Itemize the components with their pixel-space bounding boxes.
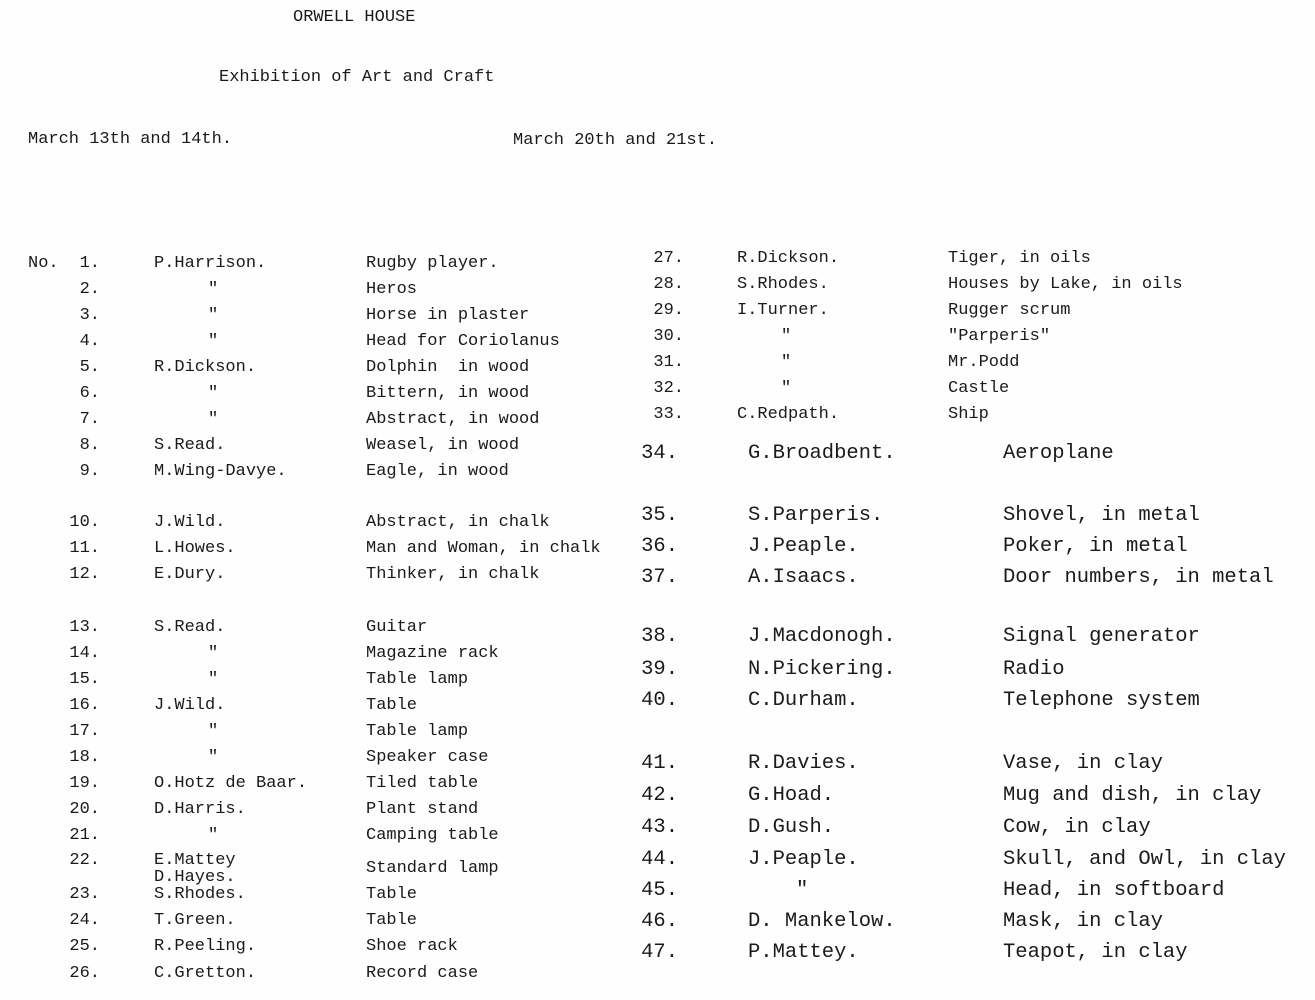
entry-title: Dolphin in wood (366, 358, 530, 377)
entry-exhibitor: O.Hotz de Baar. (154, 774, 308, 793)
entry-title: Head, in softboard (1003, 879, 1225, 902)
entry-exhibitor: S.Rhodes. (154, 885, 246, 904)
entry-title: Head for Coriolanus (366, 332, 560, 351)
entry-exhibitor: E.Dury. (154, 565, 226, 584)
entry-exhibitor: D.Harris. (154, 800, 246, 819)
entry-title: Mug and dish, in clay (1003, 784, 1262, 807)
entry-title: Tiger, in oils (948, 249, 1091, 268)
entry-number: 15. (69, 670, 100, 689)
entry-number: 6. (79, 384, 100, 403)
entry-number: 20. (69, 800, 100, 819)
entry-title: Bittern, in wood (366, 384, 530, 403)
entry-exhibitor: A.Isaacs. (748, 566, 859, 589)
entry-title: Abstract, in wood (366, 410, 540, 429)
entry-number: 37. (641, 566, 678, 589)
entry-number: 16. (69, 696, 100, 715)
entry-exhibitor: P.Harrison. (154, 254, 267, 273)
entry-exhibitor: " (208, 670, 219, 689)
entry-number: 42. (641, 784, 678, 807)
entry-exhibitor: J.Wild. (154, 696, 226, 715)
entry-title: Weasel, in wood (366, 436, 520, 455)
entry-title: Mr.Podd (948, 353, 1020, 372)
entry-title: Rugger scrum (948, 301, 1071, 320)
entry-exhibitor: " (796, 879, 809, 902)
entry-exhibitor: " (781, 327, 792, 346)
entry-title: Abstract, in chalk (366, 513, 550, 532)
entry-exhibitor: T.Green. (154, 911, 236, 930)
entry-exhibitor: S.Read. (154, 618, 226, 637)
entry-number: 34. (641, 442, 678, 465)
entry-number: 39. (641, 658, 678, 681)
entry-title: Plant stand (366, 800, 479, 819)
entry-exhibitor: " (208, 306, 219, 325)
entry-exhibitor-second: D.Hayes. (154, 868, 236, 887)
entry-exhibitor: R.Dickson. (154, 358, 257, 377)
entry-exhibitor: S.Read. (154, 436, 226, 455)
entry-number: 47. (641, 941, 678, 964)
entry-exhibitor: N.Pickering. (748, 658, 896, 681)
entry-exhibitor: D.Gush. (748, 816, 835, 839)
entry-exhibitor: J.Wild. (154, 513, 226, 532)
entry-number: 46. (641, 910, 678, 933)
entry-title: Table (366, 911, 418, 930)
entry-exhibitor: S.Parperis. (748, 504, 884, 527)
entry-exhibitor: D. Mankelow. (748, 910, 896, 933)
entry-title: Tiled table (366, 774, 479, 793)
entry-number: 44. (641, 848, 678, 871)
entry-title: Vase, in clay (1003, 752, 1163, 775)
dates-right: March 20th and 21st. (513, 131, 718, 150)
entry-number: 23. (69, 885, 100, 904)
entry-title: Teapot, in clay (1003, 941, 1188, 964)
document-title: Exhibition of Art and Craft (219, 68, 495, 87)
entry-exhibitor: G.Broadbent. (748, 442, 896, 465)
entry-exhibitor: G.Hoad. (748, 784, 835, 807)
entry-title: Radio (1003, 658, 1065, 681)
entry-title: Speaker case (366, 748, 489, 767)
entry-exhibitor: " (208, 410, 219, 429)
entry-exhibitor: J.Peaple. (748, 535, 859, 558)
entry-number: 12. (69, 565, 100, 584)
entry-number: 33. (653, 405, 684, 424)
entry-number: 40. (641, 689, 678, 712)
entry-number: 4. (79, 332, 100, 351)
entry-exhibitor: S.Rhodes. (737, 275, 829, 294)
entry-number: 8. (79, 436, 100, 455)
entry-number: 26. (69, 964, 100, 983)
entry-exhibitor: M.Wing-Davye. (154, 462, 287, 481)
entry-exhibitor: " (208, 722, 219, 741)
entry-title: Skull, and Owl, in clay (1003, 848, 1286, 871)
entry-title: Aeroplane (1003, 442, 1114, 465)
entry-title: Record case (366, 964, 479, 983)
entry-number: 17. (69, 722, 100, 741)
entry-number: 3. (79, 306, 100, 325)
entry-exhibitor: R.Dickson. (737, 249, 840, 268)
entry-exhibitor: " (208, 748, 219, 767)
entry-number: 25. (69, 937, 100, 956)
entry-title: "Parperis" (948, 327, 1051, 346)
entry-title: Ship (948, 405, 989, 424)
entry-title: Camping table (366, 826, 499, 845)
entry-exhibitor: E.Mattey (154, 851, 236, 870)
entry-number: 30. (653, 327, 684, 346)
entry-title: Table lamp (366, 670, 469, 689)
entry-title: Table (366, 696, 418, 715)
entry-number: 41. (641, 752, 678, 775)
number-label: No. (28, 254, 59, 273)
entry-title: Man and Woman, in chalk (366, 539, 601, 558)
entry-title: Castle (948, 379, 1010, 398)
entry-exhibitor: " (208, 384, 219, 403)
entry-title: Thinker, in chalk (366, 565, 540, 584)
entry-title: Rugby player. (366, 254, 499, 273)
entry-title: Horse in plaster (366, 306, 530, 325)
entry-exhibitor: R.Davies. (748, 752, 859, 775)
entry-number: 38. (641, 625, 678, 648)
entry-exhibitor: " (208, 826, 219, 845)
entry-exhibitor: P.Mattey. (748, 941, 859, 964)
entry-exhibitor: " (208, 644, 219, 663)
entry-exhibitor: " (781, 353, 792, 372)
entry-number: 22. (69, 851, 100, 870)
entry-title: Shovel, in metal (1003, 504, 1200, 527)
entry-title: Signal generator (1003, 625, 1200, 648)
entry-number: 10. (69, 513, 100, 532)
entry-title: Poker, in metal (1003, 535, 1188, 558)
entry-number: 18. (69, 748, 100, 767)
entry-exhibitor: " (208, 332, 219, 351)
entry-title: Houses by Lake, in oils (948, 275, 1183, 294)
entry-number: 29. (653, 301, 684, 320)
entry-number: 11. (69, 539, 100, 558)
entry-title: Telephone system (1003, 689, 1200, 712)
entry-title: Shoe rack (366, 937, 458, 956)
entry-number: 31. (653, 353, 684, 372)
entry-title: Table (366, 885, 418, 904)
entry-title: Table lamp (366, 722, 469, 741)
entry-title: Guitar (366, 618, 428, 637)
entry-exhibitor: L.Howes. (154, 539, 236, 558)
entry-number: 24. (69, 911, 100, 930)
entry-number: 7. (79, 410, 100, 429)
entry-title: Cow, in clay (1003, 816, 1151, 839)
entry-number: 2. (79, 280, 100, 299)
entry-title: Standard lamp (366, 859, 499, 878)
entry-number: 9. (79, 462, 100, 481)
dates-left: March 13th and 14th. (28, 130, 233, 149)
entry-number: 28. (653, 275, 684, 294)
entry-number: 35. (641, 504, 678, 527)
entry-exhibitor: R.Peeling. (154, 937, 257, 956)
entry-title: Heros (366, 280, 418, 299)
entry-number: 27. (653, 249, 684, 268)
entry-exhibitor: " (208, 280, 219, 299)
entry-number: 5. (79, 358, 100, 377)
entry-number: 45. (641, 879, 678, 902)
entry-number: 14. (69, 644, 100, 663)
entry-exhibitor: C.Gretton. (154, 964, 257, 983)
entry-number: 36. (641, 535, 678, 558)
entry-number: 1. (79, 254, 100, 273)
entry-exhibitor: J.Peaple. (748, 848, 859, 871)
entry-number: 32. (653, 379, 684, 398)
entry-exhibitor: " (781, 379, 792, 398)
entry-number: 43. (641, 816, 678, 839)
entry-exhibitor: C.Redpath. (737, 405, 840, 424)
entry-number: 21. (69, 826, 100, 845)
entry-number: 19. (69, 774, 100, 793)
entry-exhibitor: I.Turner. (737, 301, 829, 320)
entry-exhibitor: J.Macdonogh. (748, 625, 896, 648)
house-name: ORWELL HOUSE (293, 8, 416, 27)
entry-title: Magazine rack (366, 644, 499, 663)
entry-title: Eagle, in wood (366, 462, 509, 481)
entry-exhibitor: C.Durham. (748, 689, 859, 712)
entry-title: Door numbers, in metal (1003, 566, 1274, 589)
entry-number: 13. (69, 618, 100, 637)
entry-title: Mask, in clay (1003, 910, 1163, 933)
